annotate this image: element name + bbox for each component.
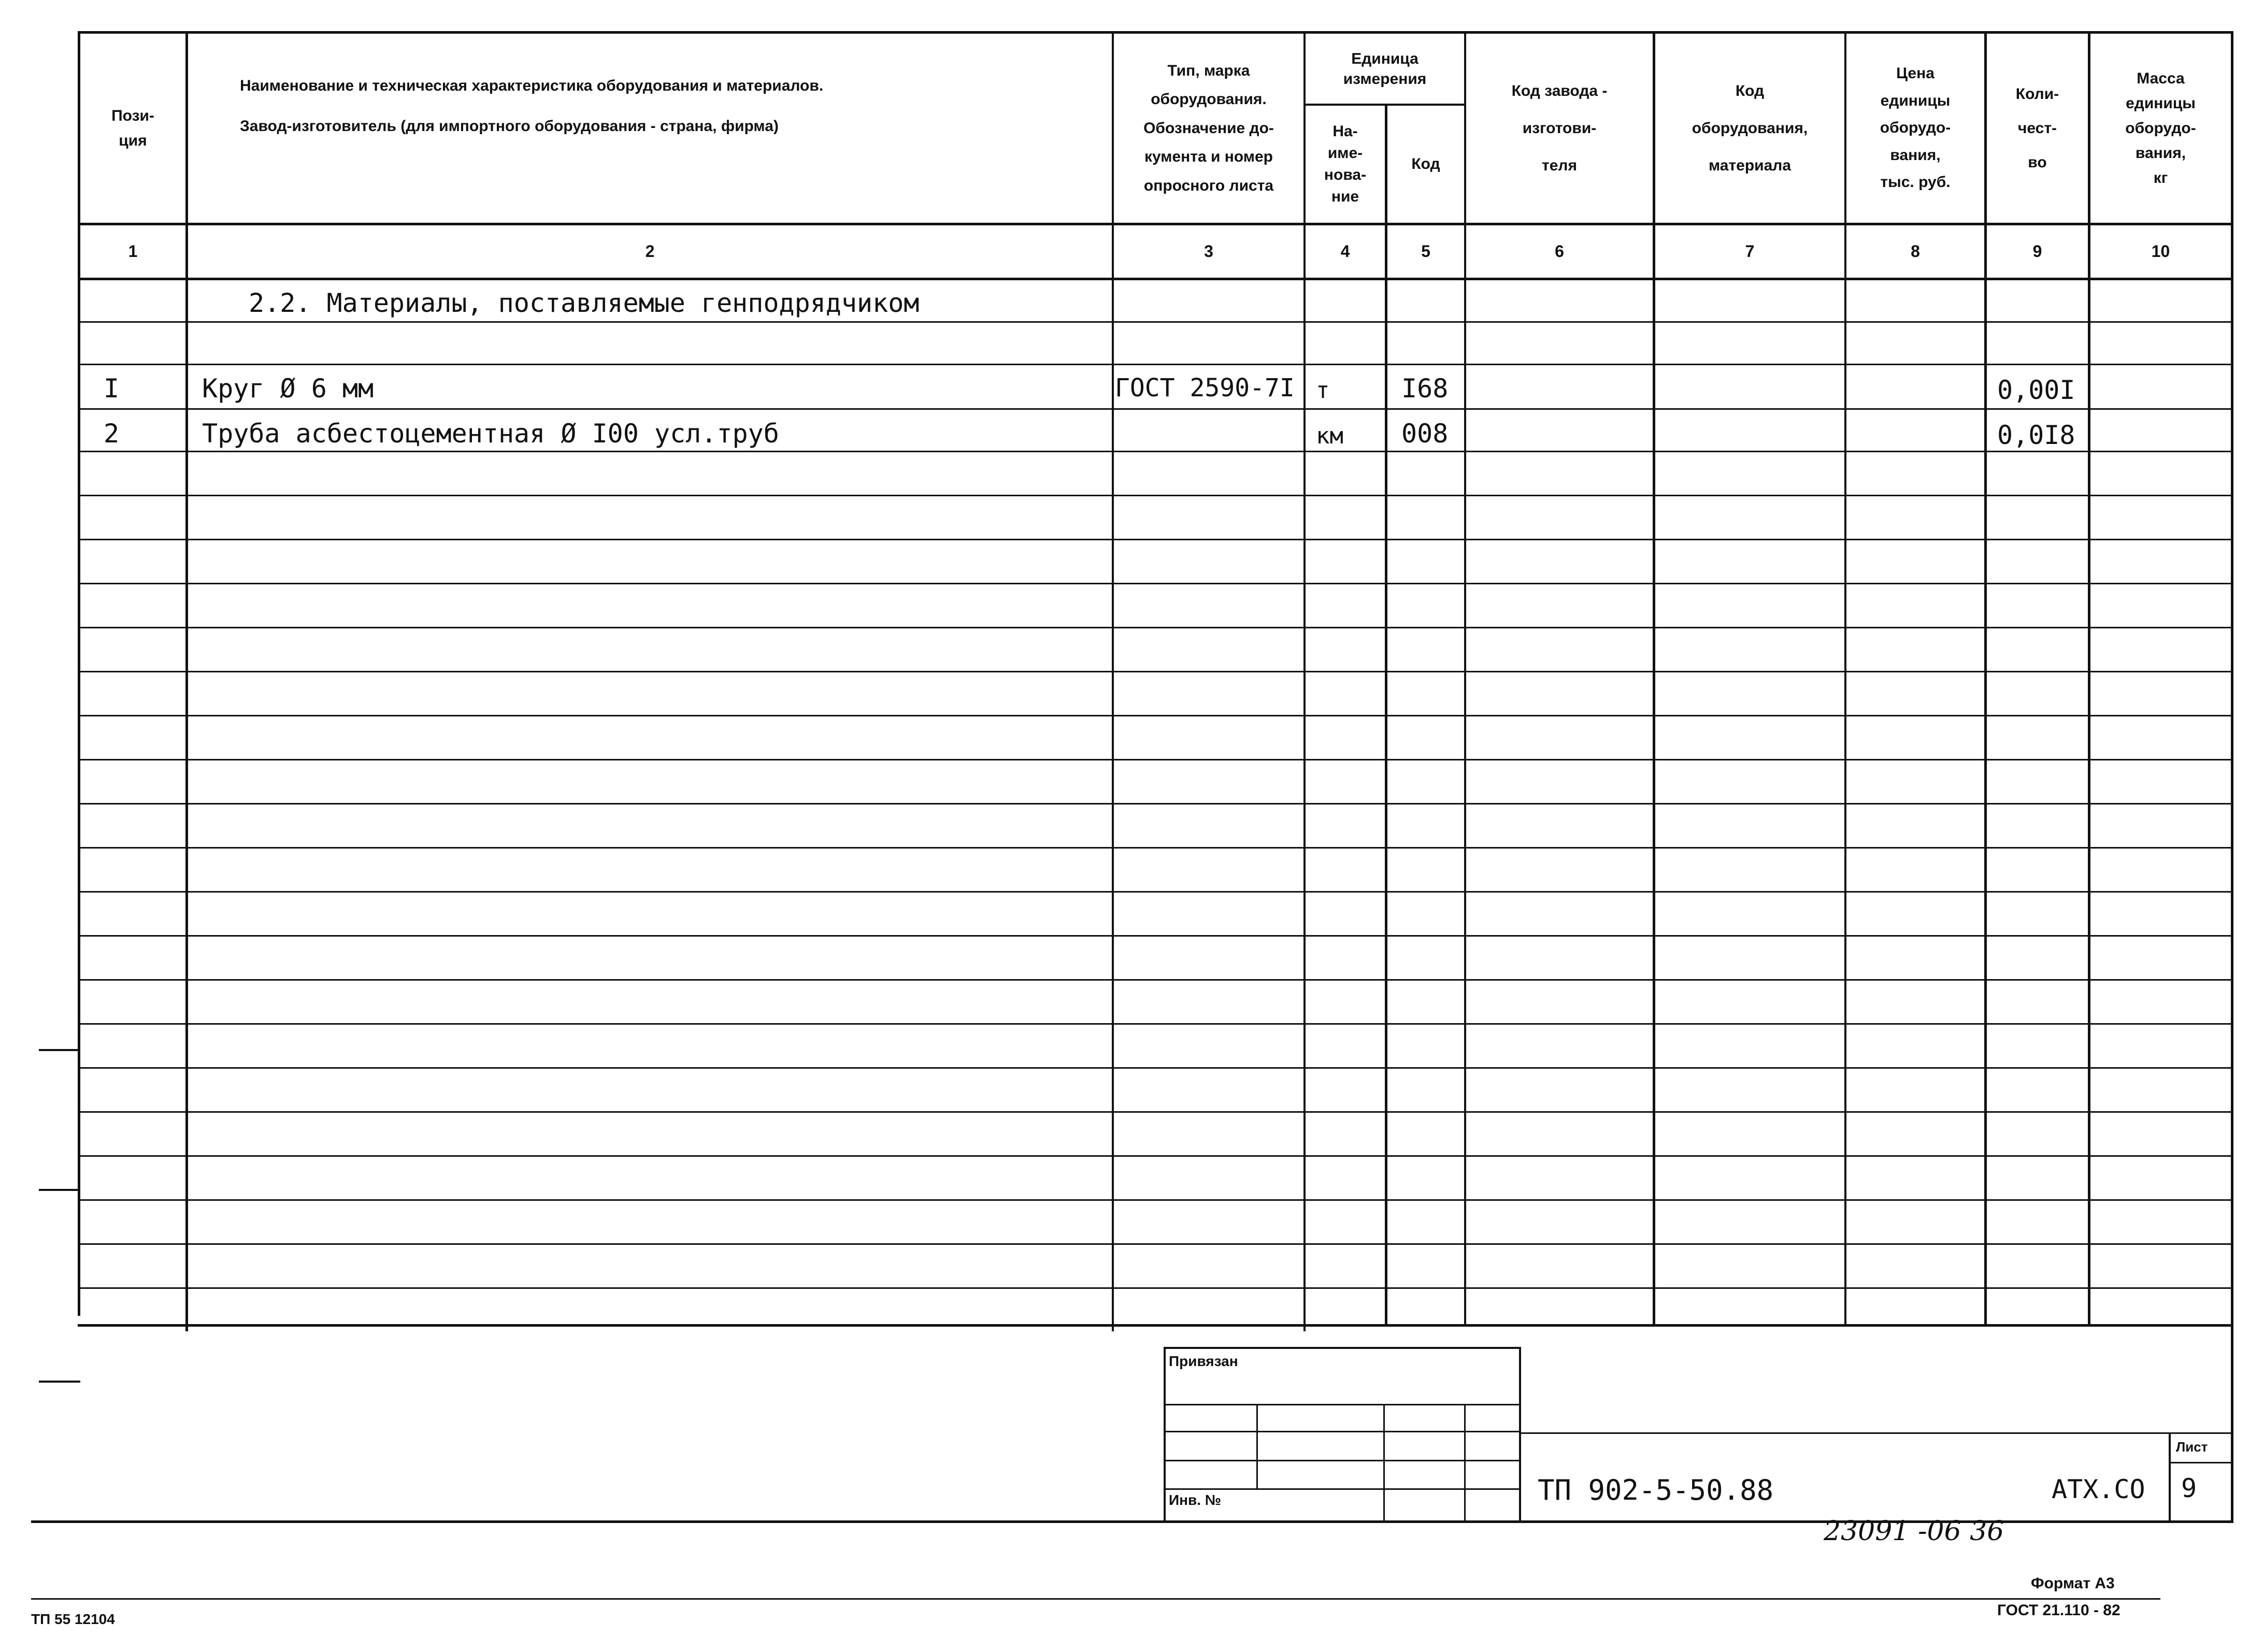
handwritten-number: 23091 -06 36 (1824, 1516, 2004, 1547)
corner-code: ТП 55 12104 (31, 1611, 115, 1627)
row-1-quantity: 0,00I (1997, 375, 2075, 405)
stamp-bound-label: Привязан (1169, 1353, 1238, 1369)
row-line (78, 451, 2233, 452)
colnum-4: 4 (1340, 242, 1350, 261)
header-price: Цена единицы оборудо- вания, тыс. руб. (1880, 65, 1951, 191)
format-label: Формат А3 (2031, 1575, 2115, 1592)
colnum-2: 2 (645, 242, 655, 261)
colnum-5: 5 (1421, 242, 1430, 261)
footer-line (31, 1598, 2160, 1600)
row-line (78, 1199, 2233, 1201)
stamp-box-line (1164, 1460, 1521, 1461)
margin-tick (39, 1049, 80, 1051)
stamp-box-vline (1383, 1404, 1385, 1520)
row-1-position: I (104, 374, 120, 404)
stamp-box-left (1164, 1347, 1166, 1520)
margin-tick (39, 1189, 80, 1191)
margin-tick (39, 1381, 80, 1383)
row-line (78, 1023, 2233, 1025)
header-unit-group: Единица измерения (1343, 50, 1427, 88)
header-plant-code: Код завода - изготови- теля (1511, 82, 1608, 174)
stamp-box-line (1164, 1431, 1521, 1432)
sheet-label: Лист (2176, 1439, 2208, 1455)
header-mass: Масса единицы оборудо- вания, кг (2125, 69, 2196, 186)
table-bottom-line (78, 1324, 2233, 1327)
stamp-box-vline (1464, 1404, 1466, 1520)
frame-right (2231, 31, 2233, 1523)
sheet-box-left (2169, 1432, 2171, 1521)
stamp-box-line (1164, 1404, 1521, 1405)
row-line (78, 715, 2233, 716)
colnum-1: 1 (128, 242, 138, 261)
row-1-name: Круг Ø 6 мм (202, 374, 374, 404)
colnum-7: 7 (1745, 242, 1755, 261)
colnum-6: 6 (1555, 242, 1564, 261)
row-line (78, 1243, 2233, 1245)
row-line (78, 627, 2233, 628)
section-title: 2.2. Материалы, поставляемые генподрядчиком (249, 288, 920, 318)
colnum-8: 8 (1911, 242, 1920, 261)
colnum-9: 9 (2032, 242, 2042, 261)
row-1-unit-code: I68 (1401, 374, 1449, 404)
row-line (78, 891, 2233, 893)
document-suffix: АТХ.СО (2052, 1474, 2145, 1504)
row-line (78, 364, 2233, 365)
row-line (78, 495, 2233, 496)
row-line (78, 979, 2233, 981)
document-code: ТП 902-5-50.88 (1538, 1474, 1774, 1506)
row-line (78, 671, 2233, 672)
row-line (78, 935, 2233, 937)
colnum-3: 3 (1204, 242, 1213, 261)
sheet-box-line (2169, 1462, 2231, 1463)
row-2-name: Труба асбестоцементная Ø I00 усл.труб (202, 419, 779, 449)
row-line (78, 847, 2233, 849)
row-line (78, 1067, 2233, 1069)
header-unit-name: На- име- нова- ние (1324, 123, 1367, 205)
stamp-doc-top-line (1521, 1432, 2231, 1434)
row-2-position: 2 (104, 419, 120, 449)
header-quantity: Коли- чест- во (2015, 85, 2059, 171)
header-position: Пози- ция (111, 107, 154, 149)
row-1-unit-name: т (1316, 377, 1330, 404)
row-line (78, 803, 2233, 805)
row-line (78, 408, 2233, 410)
header-name: Наименование и техническая характеристика оборудования и материалов. Завод-изготовитель (для импортного оборудования - страна, фирма) (240, 77, 824, 135)
row-2-unit-code: 008 (1401, 419, 1449, 449)
row-1-type: ГОСТ 2590-7I (1115, 374, 1295, 403)
colnum-bottom-line (78, 278, 2233, 280)
stamp-inventory-label: Инв. № (1169, 1492, 1222, 1508)
stamp-box-line (1164, 1488, 1521, 1490)
sheet-number: 9 (2181, 1473, 2197, 1503)
header-type: Тип, марка оборудования. Обозначение до- кумента и номер опросного листа (1143, 62, 1274, 194)
row-2-unit-name: км (1316, 423, 1343, 449)
row-line (78, 321, 2233, 323)
row-line (78, 1155, 2233, 1157)
stamp-box-vline (1256, 1404, 1258, 1489)
stamp-box-top (1164, 1347, 1521, 1349)
row-line (78, 539, 2233, 540)
row-line (78, 1287, 2233, 1289)
row-line (78, 1111, 2233, 1113)
row-2-quantity: 0,0I8 (1997, 420, 2075, 450)
gost-label: ГОСТ 21.110 - 82 (1997, 1602, 2120, 1619)
colnum-10: 10 (2151, 242, 2170, 261)
row-line (78, 583, 2233, 584)
header-unit-code: Код (1411, 155, 1440, 173)
header-equipment-code: Код оборудования, материала (1692, 82, 1808, 174)
row-line (78, 759, 2233, 760)
